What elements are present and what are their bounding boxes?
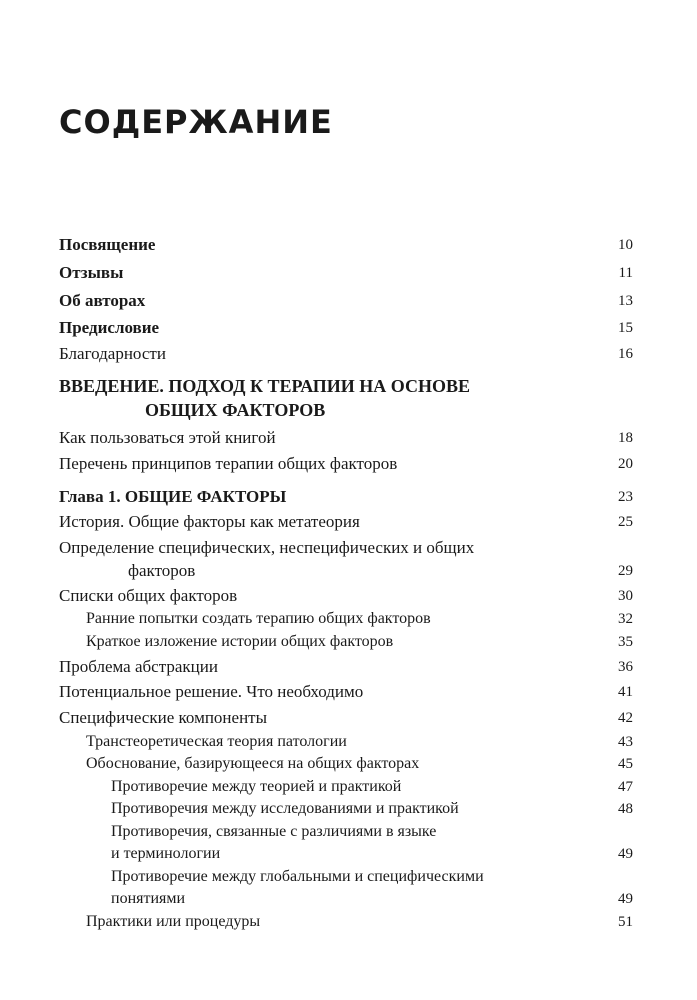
toc-entry-title: Противоречие между теорией и практикой bbox=[111, 778, 402, 795]
toc-entry-title: ОБЩИХ ФАКТОРОВ bbox=[145, 400, 326, 420]
toc-entry-page: 43 bbox=[618, 734, 633, 750]
toc-entry-page: 11 bbox=[618, 265, 633, 281]
page-title: СОДЕРЖАНИЕ bbox=[59, 103, 333, 141]
toc-entry-title: Списки общих факторов bbox=[59, 586, 238, 605]
toc-entry-title: Определение специфических, неспецифических и общих bbox=[59, 538, 475, 557]
toc-entry-title: Обоснование, базирующееся на общих факторах bbox=[86, 755, 420, 772]
toc-entry-title: Предисловие bbox=[59, 318, 160, 337]
toc-entry-title: Об авторах bbox=[59, 291, 146, 310]
toc-entry-title: понятиями bbox=[111, 890, 186, 907]
toc-entry-page: 48 bbox=[618, 801, 633, 817]
toc-entry-title: Глава 1. ОБЩИЕ ФАКТОРЫ bbox=[59, 487, 287, 506]
toc-entry-title: и терминологии bbox=[111, 845, 221, 862]
toc-entry-title: Противоречия, связанные с различиями в языке bbox=[111, 823, 437, 840]
toc-entry-page: 20 bbox=[618, 456, 633, 472]
toc-entry-title: Посвящение bbox=[59, 235, 156, 254]
toc-entry-title: Отзывы bbox=[59, 263, 124, 282]
toc-entry-title: Краткое изложение истории общих факторов bbox=[86, 633, 394, 650]
toc-entry-page: 29 bbox=[618, 563, 633, 579]
toc-entry-page: 35 bbox=[618, 634, 633, 650]
toc-entry-page: 36 bbox=[618, 659, 633, 675]
toc-entry-title: Практики или процедуры bbox=[86, 913, 261, 930]
toc-entry-title: Как пользоваться этой книгой bbox=[59, 428, 276, 447]
toc-entry-page: 25 bbox=[618, 514, 633, 530]
toc-entry-title: ВВЕДЕНИЕ. ПОДХОД К ТЕРАПИИ НА ОСНОВЕ bbox=[59, 376, 471, 396]
toc-entry-title: Противоречия между исследованиями и практикой bbox=[111, 800, 459, 817]
toc-entry-page: 16 bbox=[618, 346, 633, 362]
toc-entry-title: Потенциальное решение. Что необходимо bbox=[59, 682, 364, 701]
toc-entry-title: Противоречие между глобальными и специфическими bbox=[111, 868, 484, 885]
toc-entry-page: 49 bbox=[618, 846, 633, 862]
toc-entry-title: Ранние попытки создать терапию общих факторов bbox=[86, 610, 431, 627]
toc-entry-page: 51 bbox=[618, 914, 633, 930]
toc-entry-page: 45 bbox=[618, 756, 633, 772]
toc-entry-page: 15 bbox=[618, 320, 633, 336]
toc-entry-page: 13 bbox=[618, 293, 633, 309]
toc-entry-title: Проблема абстракции bbox=[59, 657, 218, 676]
toc-entry-page: 42 bbox=[618, 710, 633, 726]
toc-entry-page: 30 bbox=[618, 588, 633, 604]
toc-entry-title: факторов bbox=[128, 561, 196, 580]
toc-entry-page: 47 bbox=[618, 779, 633, 795]
toc-entry-page: 41 bbox=[618, 684, 633, 700]
toc-entry-title: История. Общие факторы как метатеория bbox=[59, 512, 360, 531]
toc-entry-page: 32 bbox=[618, 611, 633, 627]
toc-entry-title: Специфические компоненты bbox=[59, 708, 268, 727]
toc-entry-page: 10 bbox=[618, 237, 633, 253]
toc-entry-page: 23 bbox=[618, 489, 633, 505]
toc-entry-page: 49 bbox=[618, 891, 633, 907]
toc-entry-title: Перечень принципов терапии общих факторов bbox=[59, 454, 398, 473]
toc-entry-page: 18 bbox=[618, 430, 633, 446]
toc-entry-title: Благодарности bbox=[59, 344, 166, 363]
toc-entry-title: Транстеоретическая теория патологии bbox=[86, 733, 347, 750]
